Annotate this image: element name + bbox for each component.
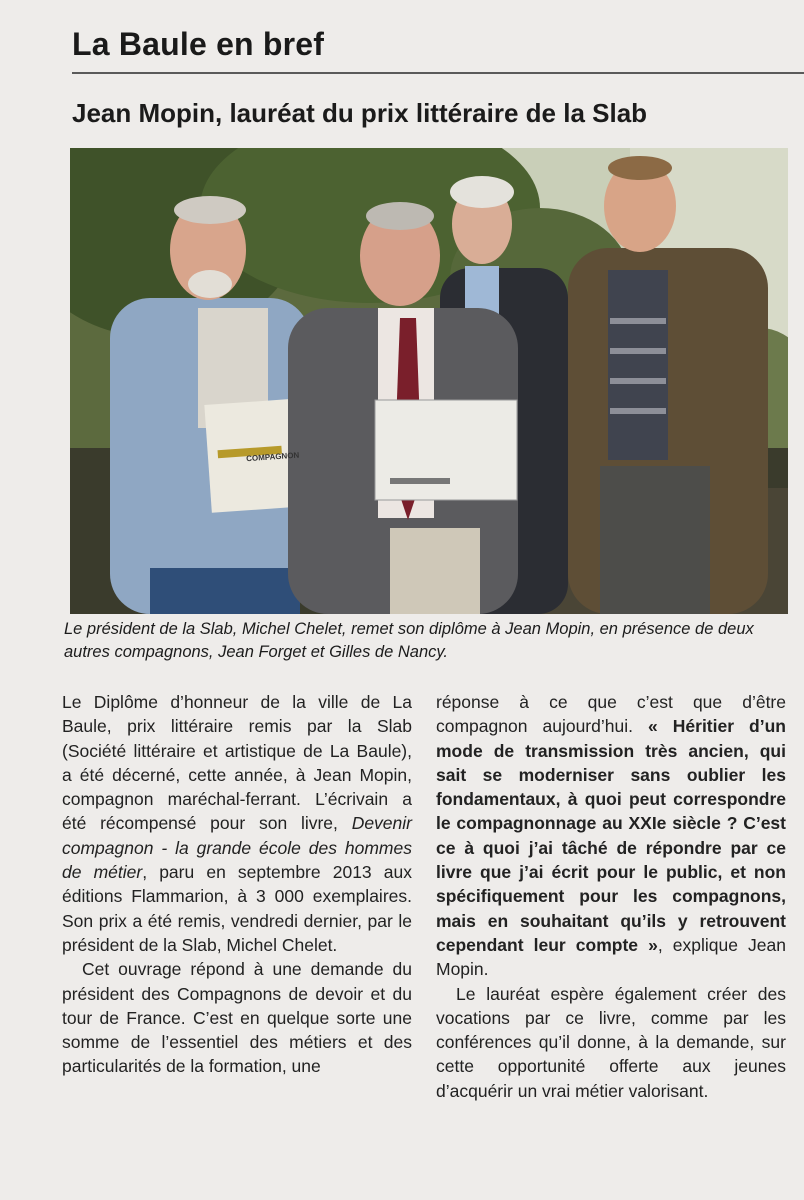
photo-caption: Le président de la Slab, Michel Chelet, remet son diplôme à Jean Mopin, en présence de deux autres compagnons, Jean Forget et Gilles de Nancy.	[64, 620, 754, 661]
paragraph-3: réponse à ce que c’est que d’être compagnon aujourd’hui. « Héritier d’un mode de transmission très ancien, qui sait se moderniser sans oublier les fondamentaux, à quoi peut correspondre le compagnonnage au XXIe siècle ? C’est ce à quoi j’ai tâché de répondre par ce livre que j’ai écrit pour le public, et non spécifiquement pour les compagnons, mais en souhaitant qu’ils y retrouvent cependant leur compte », explique Jean Mopin.	[436, 692, 786, 980]
article-headline: Jean Mopin, lauréat du prix littéraire de la Slab	[72, 98, 648, 128]
photo-illustration	[70, 148, 788, 614]
section-divider	[72, 72, 804, 74]
paragraph-1: Le Diplôme d’honneur de la ville de La Baule, prix littéraire remis par la Slab (Société littéraire et artistique de La Baule), a été décerné, cette année, à Jean Mopin, compagnon maréchal-ferrant. L’écrivain a été récompensé pour son livre, Devenir compagnon - la grande école des hommes de métier, paru en septembre 2013 aux éditions Flammarion, à 3 000 exemplaires. Son prix a été remis, vendredi dernier, par le président de la Slab, Michel Chelet.	[62, 692, 412, 955]
book-title: Devenir compagnon - la grande école des hommes de métier	[62, 813, 412, 883]
article-column-2	[436, 690, 786, 1103]
photo-book-label: COMPAGNON	[245, 450, 300, 464]
section-title: La Baule en bref	[72, 26, 325, 62]
article-photo	[70, 148, 788, 614]
article-column-1	[62, 690, 412, 1079]
paragraph-4: Le lauréat espère également créer des vocations par ce livre, comme par les conférences qu’il donne, à la demande, sur cette opportunité offerte aux jeunes d’acquérir un vrai métier valorisant.	[436, 983, 786, 1101]
paragraph-2: Cet ouvrage répond à une demande du président des Compagnons de devoir et du tour de France. C’est en quelque sorte une somme de l’essentiel des métiers et des particularités de la formation, une	[62, 959, 412, 1077]
quote: « Héritier d’un mode de transmission très ancien, qui sait se moderniser sans oublier les fondamentaux, à quoi peut correspondre le compagnonnage au XXIe siècle ? C’est ce à quoi j’ai tâché de répondre par ce livre que j’ai écrit pour le public, et non spécifiquement pour les compagnons, mais en souhaitant qu’ils y retrouvent cependant leur compte »	[436, 716, 786, 955]
